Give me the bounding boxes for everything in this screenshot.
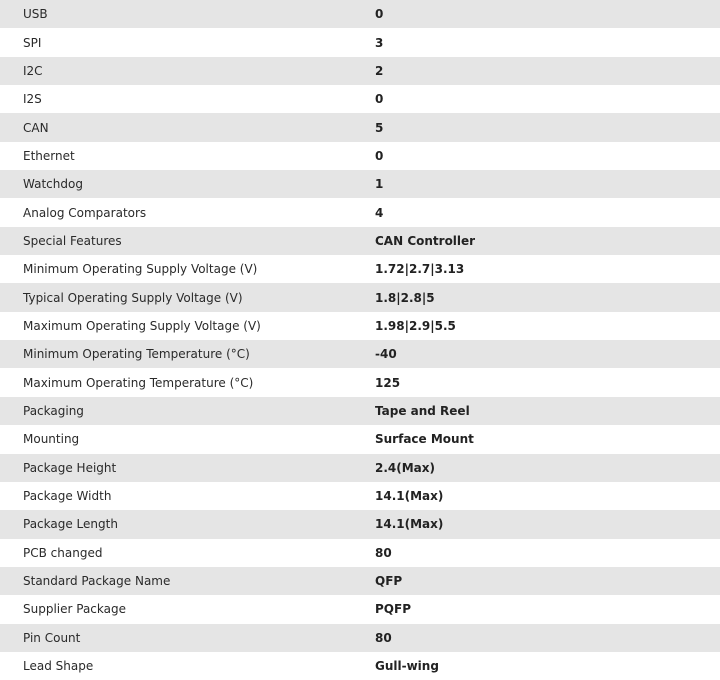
spec-value: PQFP [375, 602, 411, 617]
spec-label: Analog Comparators [23, 205, 147, 220]
spec-label: Standard Package Name [23, 574, 171, 589]
spec-label: SPI [23, 35, 42, 50]
table-row [0, 113, 720, 141]
table-row [0, 198, 720, 226]
spec-label: Typical Operating Supply Voltage (V) [23, 290, 243, 305]
spec-label: PCB changed [23, 545, 103, 560]
spec-value: 0 [375, 148, 384, 163]
table-row [0, 510, 720, 538]
spec-label: Maximum Operating Temperature (°C) [23, 375, 254, 390]
spec-label: Supplier Package [23, 602, 126, 617]
table-row [0, 28, 720, 56]
spec-value: 80 [375, 630, 392, 645]
spec-label: Pin Count [23, 630, 81, 645]
spec-label: CAN [23, 120, 49, 135]
spec-label: Minimum Operating Supply Voltage (V) [23, 262, 258, 277]
table-row [0, 0, 720, 28]
table-row [0, 368, 720, 396]
spec-value: 1 [375, 177, 384, 192]
spec-label: Maximum Operating Supply Voltage (V) [23, 318, 261, 333]
spec-value: 80 [375, 545, 392, 560]
table-row [0, 312, 720, 340]
spec-value: 1.98|2.9|5.5 [375, 318, 456, 333]
spec-label: USB [23, 7, 48, 22]
spec-value: Gull-wing [375, 659, 439, 674]
spec-label: I2C [23, 63, 43, 78]
table-row [0, 227, 720, 255]
table-row [0, 539, 720, 567]
spec-label: Package Length [23, 517, 118, 532]
spec-label: Lead Shape [23, 659, 94, 674]
spec-label: Packaging [23, 403, 84, 418]
spec-value: 125 [375, 375, 401, 390]
spec-value: -40 [375, 347, 397, 362]
table-row [0, 340, 720, 368]
spec-label: Package Height [23, 460, 117, 475]
table-row [0, 652, 720, 680]
spec-value: QFP [375, 574, 403, 589]
spec-value: Tape and Reel [375, 403, 470, 418]
spec-label: Minimum Operating Temperature (°C) [23, 347, 250, 362]
spec-label: Mounting [23, 432, 80, 447]
spec-value: 2 [375, 63, 384, 78]
spec-value: CAN Controller [375, 233, 476, 248]
spec-label: I2S [23, 92, 42, 107]
spec-value: 3 [375, 35, 384, 50]
table-row [0, 57, 720, 85]
table-row [0, 255, 720, 283]
spec-label: Special Features [23, 233, 122, 248]
table-row [0, 624, 720, 652]
spec-value: 14.1(Max) [375, 489, 444, 504]
table-row [0, 170, 720, 198]
table-row [0, 425, 720, 453]
spec-value: 2.4(Max) [375, 460, 436, 475]
spec-value: 5 [375, 120, 384, 135]
spec-label: Watchdog [23, 177, 83, 192]
table-row [0, 142, 720, 170]
spec-label: Ethernet [23, 148, 75, 163]
spec-value: 1.72|2.7|3.13 [375, 262, 465, 277]
table-row [0, 397, 720, 425]
table-row [0, 454, 720, 482]
spec-label: Package Width [23, 489, 112, 504]
table-row [0, 595, 720, 623]
spec-value: 1.8|2.8|5 [375, 290, 435, 305]
table-row [0, 567, 720, 595]
table-row [0, 283, 720, 311]
table-row [0, 85, 720, 113]
spec-value: Surface Mount [375, 432, 474, 447]
spec-value: 0 [375, 7, 384, 22]
spec-value: 0 [375, 92, 384, 107]
spec-value: 14.1(Max) [375, 517, 444, 532]
spec-value: 4 [375, 205, 384, 220]
table-row [0, 482, 720, 510]
